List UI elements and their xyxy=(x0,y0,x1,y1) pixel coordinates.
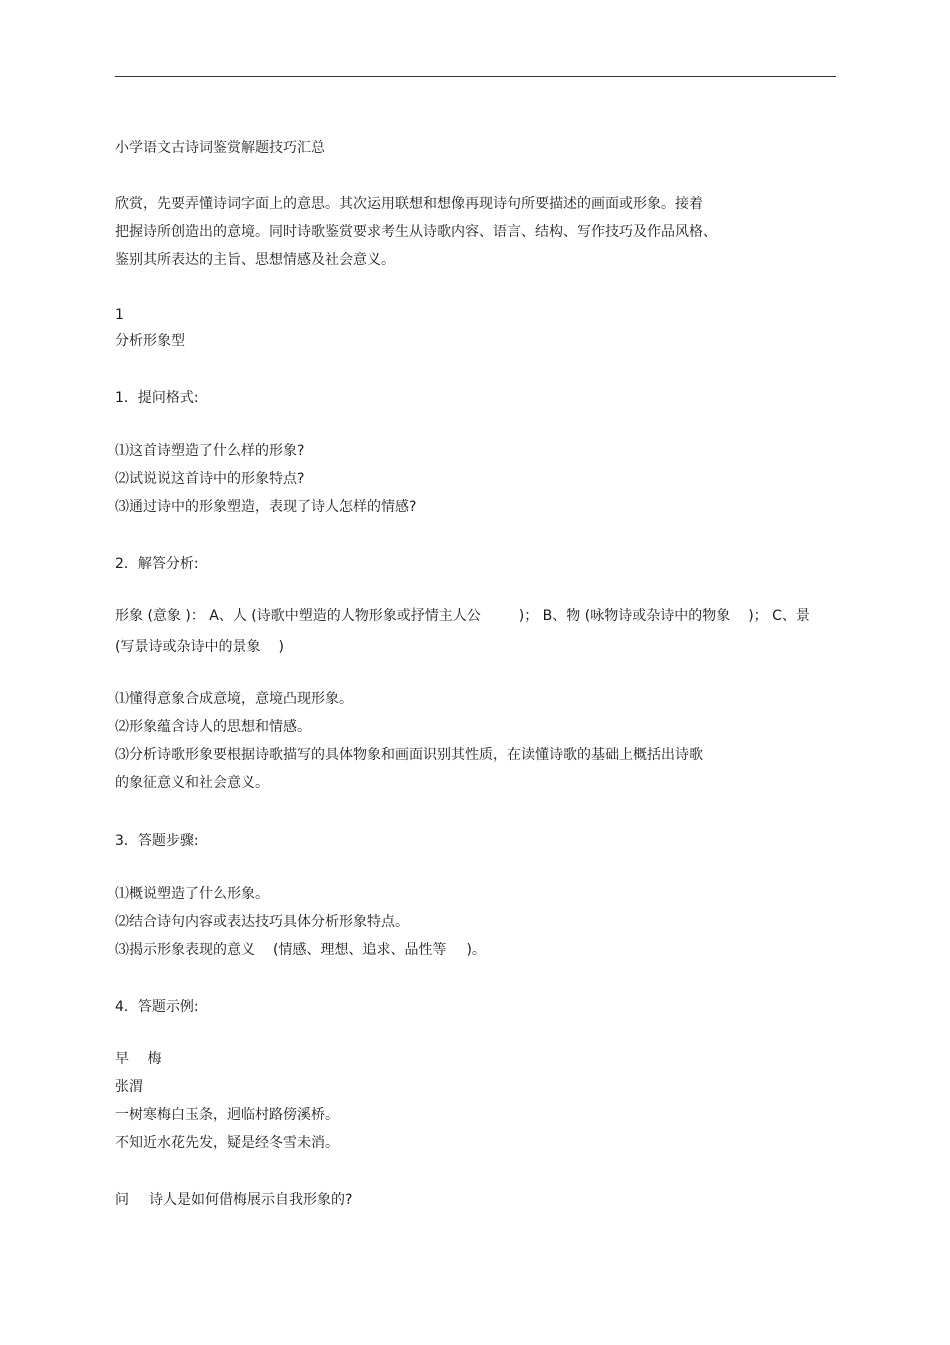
step-item-3 xyxy=(115,941,486,959)
section-number: 1 xyxy=(115,307,124,323)
header-rule xyxy=(115,76,836,77)
analysis-point: ⑴懂得意象合成意境，意境凸现形象。 xyxy=(115,691,353,707)
question-item: ⑴这首诗塑造了什么样的形象? xyxy=(115,443,305,459)
heading-answer-steps: 3．答题步骤: xyxy=(115,833,199,849)
analysis-point: ⑵形象蕴含诗人的思想和情感。 xyxy=(115,719,311,735)
poem-title: 早 梅 xyxy=(115,1051,162,1067)
heading-question-format: 1．提问格式: xyxy=(115,390,199,406)
analysis-line-2 xyxy=(115,638,284,656)
poem-line: 不知近水花先发，疑是经冬雪未消。 xyxy=(115,1135,339,1151)
step-3-part-2: (情感、理想、追求、品性等 xyxy=(273,942,447,958)
example-question xyxy=(115,1191,352,1209)
poem-line: 一树寒梅白玉条，迥临村路傍溪桥。 xyxy=(115,1107,339,1123)
analysis-line-1-part-3: )； C、景 xyxy=(748,608,810,624)
question-item: ⑵试说说这首诗中的形象特点? xyxy=(115,471,305,487)
question-item: ⑶通过诗中的形象塑造，表现了诗人怎样的情感? xyxy=(115,499,417,515)
step-3-part-3: )。 xyxy=(466,942,486,958)
heading-answer-analysis: 2．解答分析: xyxy=(115,556,199,572)
analysis-line-1 xyxy=(115,607,810,625)
question-label: 问 xyxy=(115,1192,129,1208)
question-text: 诗人是如何借梅展示自我形象的? xyxy=(149,1192,353,1208)
intro-line-3: 鉴别其所表达的主旨、思想情感及社会意义。 xyxy=(115,252,395,268)
analysis-point-continued: 的象征意义和社会意义。 xyxy=(115,775,269,791)
heading-answer-example: 4．答题示例: xyxy=(115,999,199,1015)
analysis-line-2-part-1: (写景诗或杂诗中的景象 xyxy=(115,639,261,655)
intro-line-1: 欣赏，先要弄懂诗词字面上的意思。其次运用联想和想像再现诗句所要描述的画面或形象。接着 xyxy=(115,196,703,212)
analysis-line-1-part-1: 形象 (意象 )： A、人 (诗歌中塑造的人物形象或抒情主人公 xyxy=(115,608,481,624)
step-item: ⑴概说塑造了什么形象。 xyxy=(115,886,269,902)
analysis-line-1-part-2: )； B、物 (咏物诗或杂诗中的物象 xyxy=(518,608,731,624)
poem-author: 张渭 xyxy=(115,1079,143,1095)
page-title: 小学语文古诗词鉴赏解题技巧汇总 xyxy=(115,140,325,156)
step-item: ⑵结合诗句内容或表达技巧具体分析形象特点。 xyxy=(115,914,409,930)
analysis-point: ⑶分析诗歌形象要根据诗歌描写的具体物象和画面识别其性质，在读懂诗歌的基础上概括出诗歌 xyxy=(115,747,703,763)
step-3-part-1: ⑶揭示形象表现的意义 xyxy=(115,942,255,958)
intro-line-2: 把握诗所创造出的意境。同时诗歌鉴赏要求考生从诗歌内容、语言、结构、写作技巧及作品风格、 xyxy=(115,224,717,240)
section-title: 分析形象型 xyxy=(115,333,185,349)
analysis-line-2-part-2: ) xyxy=(278,639,284,655)
